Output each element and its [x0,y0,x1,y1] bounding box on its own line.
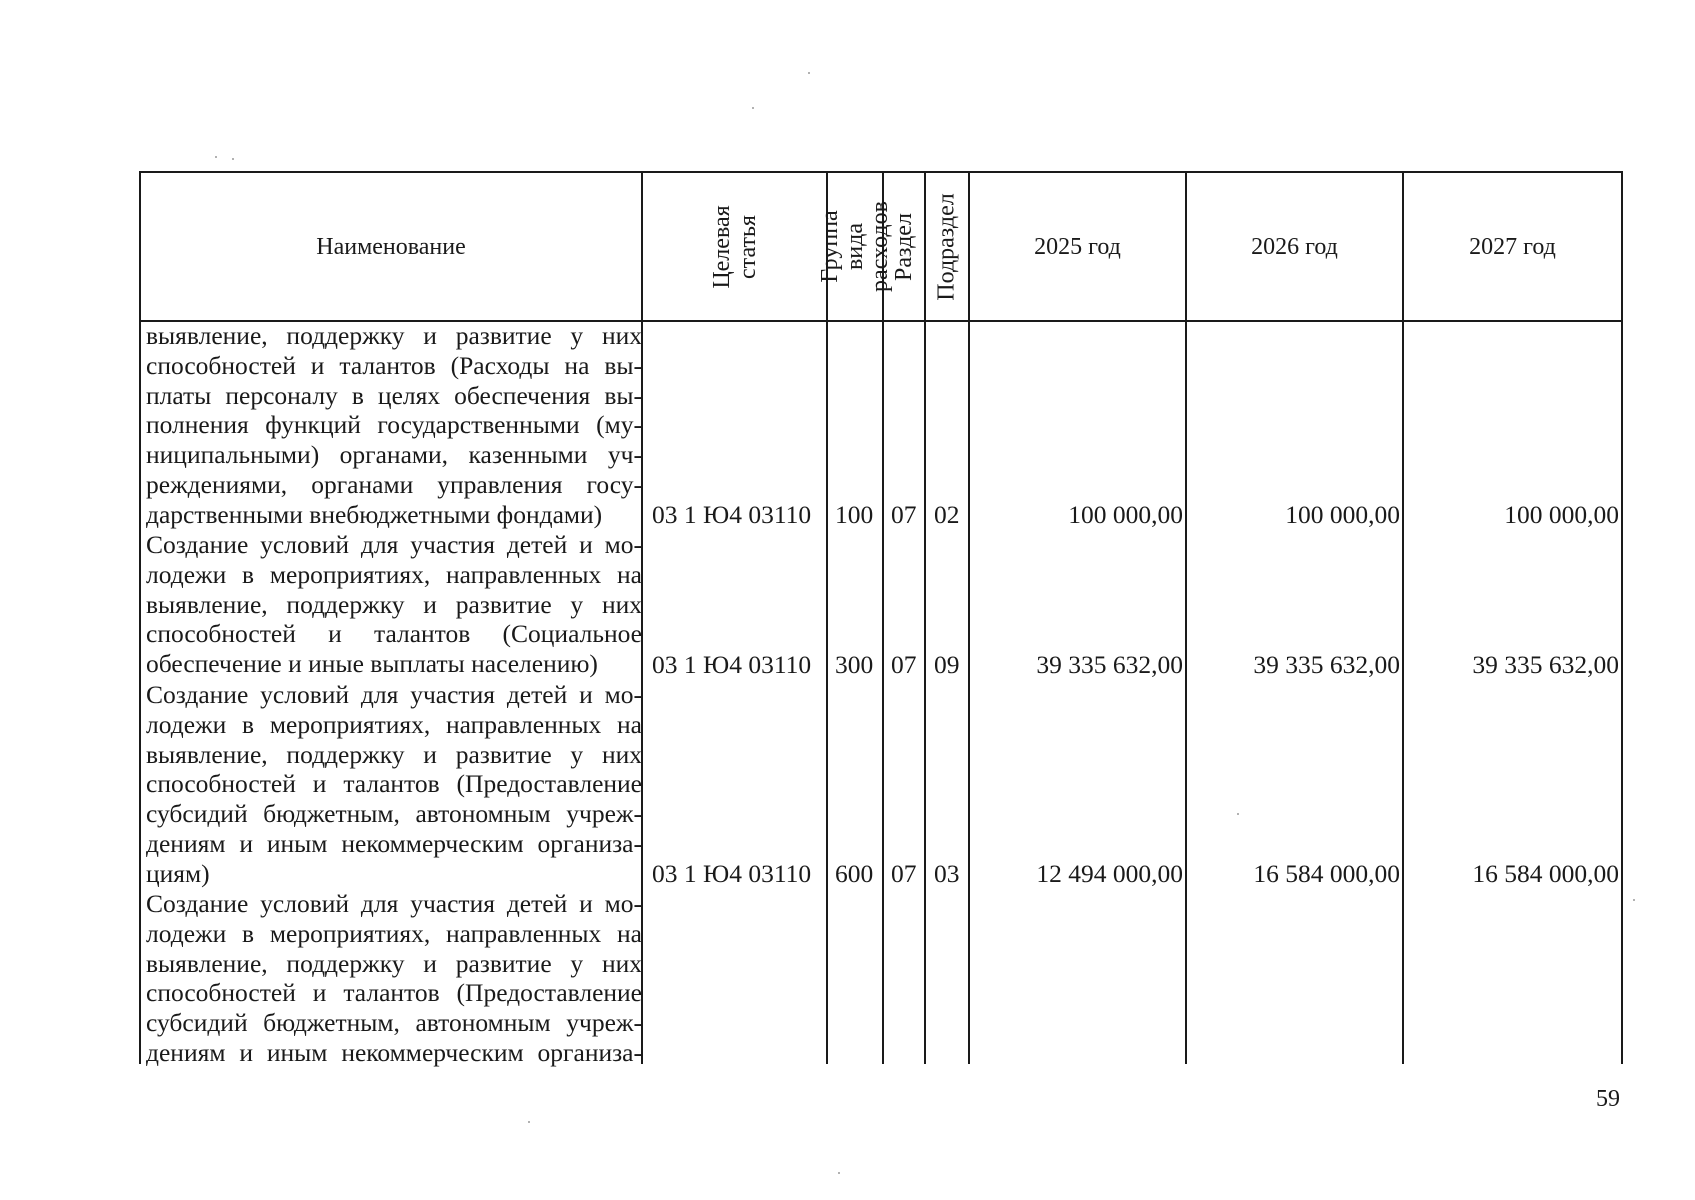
amount-2025: 39 335 632,00 [1036,650,1183,679]
text-line: способностей и талантов (Предоставление [146,978,642,1008]
table-row-name [146,321,642,530]
text-line: выявление, поддержку и развитие у них [146,321,642,350]
header-expense-group: Группа вида расходов [816,201,893,292]
page-number: 59 [1596,1086,1620,1112]
header-year-2026: 2026 год [1251,233,1338,260]
amount-2026: 39 335 632,00 [1253,650,1400,679]
header-year-2027: 2027 год [1469,233,1556,260]
text-line: дениям и иным некоммерческим организа- [146,1037,642,1067]
text-line: Создание условий для участия детей и мо- [146,530,642,559]
header-name: Наименование [316,233,466,260]
text-line: ниципальными) органами, казенными уч- [146,440,642,470]
expense-group: 600 [835,859,874,888]
expense-group: 300 [835,650,874,679]
header-year-2025: 2025 год [1034,233,1121,260]
text-line: циям) [146,858,210,888]
amount-2027: 100 000,00 [1504,500,1619,529]
text-line: выявление, поддержку и развитие у них [146,948,642,978]
text-line: Создание условий для участия детей и мо- [146,680,642,709]
text-line: обеспечение и иные выплаты населению) [146,649,598,679]
text-line: лодежи в мероприятиях, направленных на [146,709,642,739]
scan-speck [232,158,234,160]
text-line: дениям и иным некоммерческим организа- [146,828,642,858]
text-line: реждениями, органами управления госу- [146,469,642,499]
scan-speck [528,1121,530,1123]
amount-2025: 100 000,00 [1068,500,1183,529]
subsection: 03 [934,859,960,888]
header-subsection: Подраздел [934,192,961,301]
expense-group: 100 [835,500,874,529]
text-line: лодежи в мероприятиях, направленных на [146,559,642,589]
text-line: выявление, поддержку и развитие у них [146,589,642,619]
amount-2026: 16 584 000,00 [1253,859,1400,888]
table-row-name [146,680,642,889]
text-line: выявление, поддержку и развитие у них [146,739,642,769]
subsection: 02 [934,500,960,529]
text-line: способностей и талантов (Предоставление [146,769,642,799]
text-line: лодежи в мероприятиях, направленных на [146,918,642,948]
header-section: Раздел [891,212,918,281]
amount-2025: 12 494 000,00 [1036,859,1183,888]
table-row-name [146,530,642,679]
subsection: 09 [934,650,960,679]
scan-speck [215,156,217,158]
text-line: способностей и талантов (Социальное [146,619,642,649]
text-line: способностей и талантов (Расходы на вы- [146,350,642,380]
scan-speck [752,107,754,109]
header-target-article: Целевая статья [708,204,761,289]
scan-speck [838,1172,840,1174]
text-line: дарственными внебюджетными фондами) [146,499,603,529]
section: 07 [891,859,917,888]
scan-speck [808,72,810,74]
section: 07 [891,500,917,529]
text-line: полнения функций государственными (му- [146,410,642,440]
amount-2026: 100 000,00 [1285,500,1400,529]
text-line: Создание условий для участия детей и мо- [146,889,642,918]
target-article: 03 1 Ю4 03110 [652,859,812,888]
target-article: 03 1 Ю4 03110 [652,650,812,679]
section: 07 [891,650,917,679]
text-line: платы персоналу в целях обеспечения вы- [146,380,642,410]
text-line: субсидий бюджетным, автономным учреж- [146,1008,642,1038]
amount-2027: 39 335 632,00 [1472,650,1619,679]
target-article: 03 1 Ю4 03110 [652,500,812,529]
amount-2027: 16 584 000,00 [1472,859,1619,888]
table-row-name [146,889,642,1068]
column-border [1621,171,1623,1064]
text-line: субсидий бюджетным, автономным учреж- [146,799,642,829]
scan-speck [1633,899,1635,901]
scan-speck [1237,813,1239,815]
